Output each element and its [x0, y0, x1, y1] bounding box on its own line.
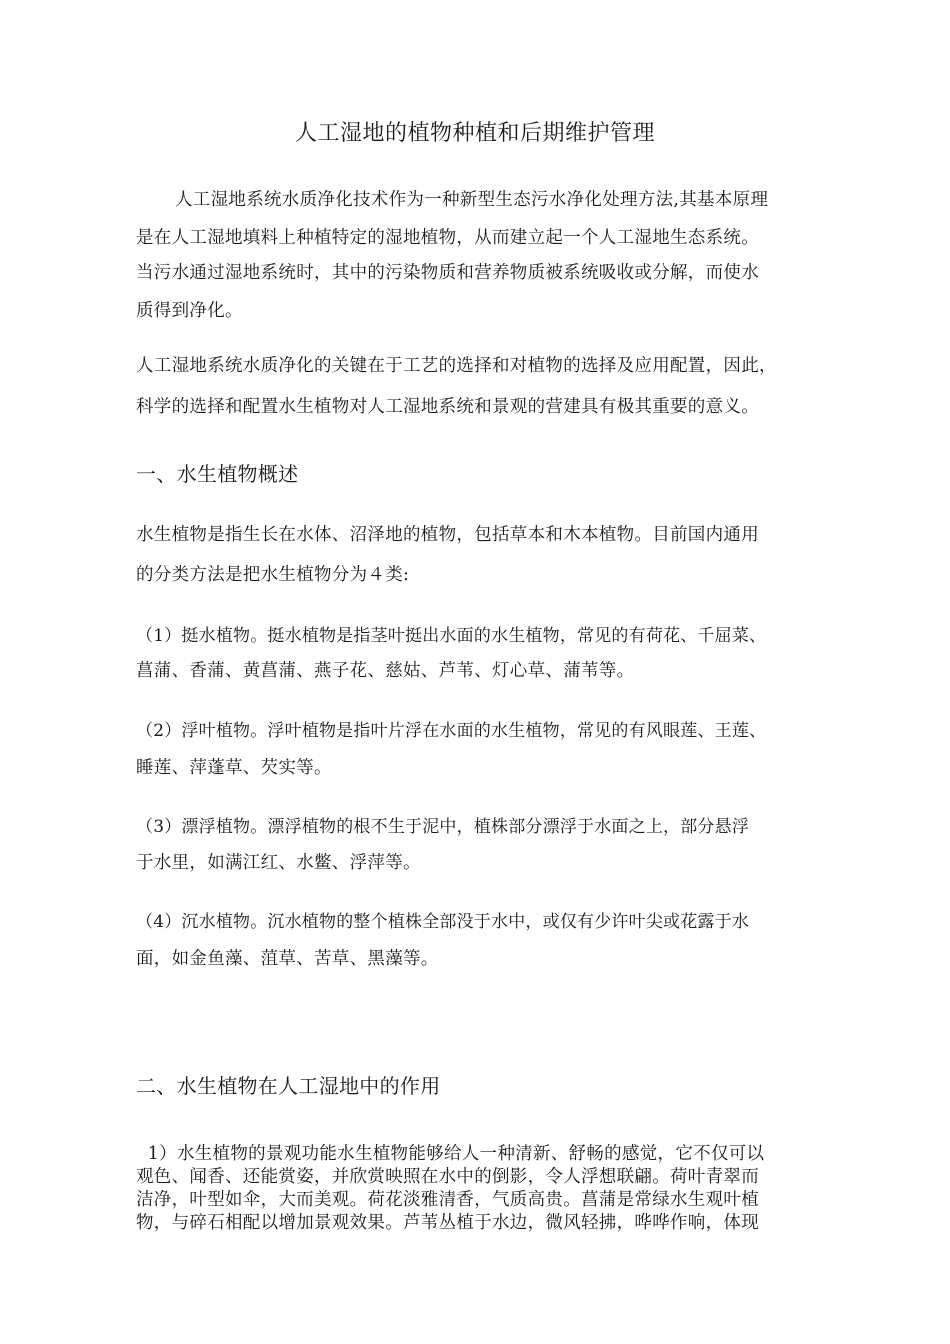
section1-item-3-line-2: 于水里，如满江红、水鳖、浮萍等。 [136, 853, 421, 873]
section1-intro-line-1: 水生植物是指生长在水体、沼泽地的植物，包括草本和木本植物。目前国内通用 [136, 525, 759, 545]
section2-p1-line-3: 洁净，叶型如伞，大而美观。荷花淡雅清香，气质高贵。菖蒲是常绿水生观叶植 [136, 1190, 759, 1210]
section2-p1-line-2: 观色、闻香、还能赏姿，并欣赏映照在水中的倒影，令人浮想联翩。荷叶青翠而 [136, 1167, 759, 1187]
section1-heading: 一、水生植物概述 [136, 462, 299, 486]
section1-item-3-line-1: （3）漂浮植物。漂浮植物的根不生于泥中，植株部分漂浮于水面之上，部分悬浮 [136, 817, 750, 837]
section2-heading: 二、水生植物在人工湿地中的作用 [136, 1074, 441, 1098]
section1-item-1-line-2: 菖蒲、香蒲、黄菖蒲、燕子花、慈姑、芦苇、灯心草、蒲苇等。 [136, 661, 635, 681]
section2-p1-line-4: 物，与碎石相配以增加景观效果。芦苇丛植于水边，微风轻拂，哗哗作响，体现 [136, 1213, 759, 1233]
document-title: 人工湿地的植物种植和后期维护管理 [294, 121, 655, 146]
intro-p1-line-2: 是在人工湿地填料上种植特定的湿地植物，从而建立起一个人工湿地生态系统。 [136, 228, 759, 248]
section1-item-1-line-1: （1）挺水植物。挺水植物是指茎叶挺出水面的水生植物，常见的有荷花、千屈菜、 [136, 626, 767, 646]
intro-p1-line-1: 人工湿地系统水质净化技术作为一种新型生态污水净化处理方法,其基本原理 [175, 190, 769, 210]
intro-p1-line-3: 当污水通过湿地系统时，其中的污染物质和营养物质被系统吸收或分解，而使水 [136, 263, 759, 283]
section1-item-4-line-1: （4）沉水植物。沉水植物的整个植株全部没于水中，或仅有少许叶尖或花露于水 [136, 912, 750, 932]
section1-item-2-line-1: （2）浮叶植物。浮叶植物是指叶片浮在水面的水生植物，常见的有风眼莲、王莲、 [136, 721, 767, 741]
section2-p1-line-1: 1）水生植物的景观功能水生植物能够给人一种清新、舒畅的感觉，它不仅可以 [136, 1144, 765, 1164]
intro-p1-line-4: 质得到净化。 [136, 301, 243, 321]
section1-item-2-line-2: 睡莲、萍蓬草、芡实等。 [136, 758, 332, 778]
intro-p2-line-2: 科学的选择和配置水生植物对人工湿地系统和景观的营建具有极其重要的意义。 [136, 397, 759, 417]
intro-p2-line-1: 人工湿地系统水质净化的关键在于工艺的选择和对植物的选择及应用配置，因此， [136, 356, 777, 376]
section1-item-4-line-2: 面，如金鱼藻、菹草、苦草、黑藻等。 [136, 949, 439, 969]
section1-intro-line-2: 的分类方法是把水生植物分为４类: [136, 565, 410, 585]
